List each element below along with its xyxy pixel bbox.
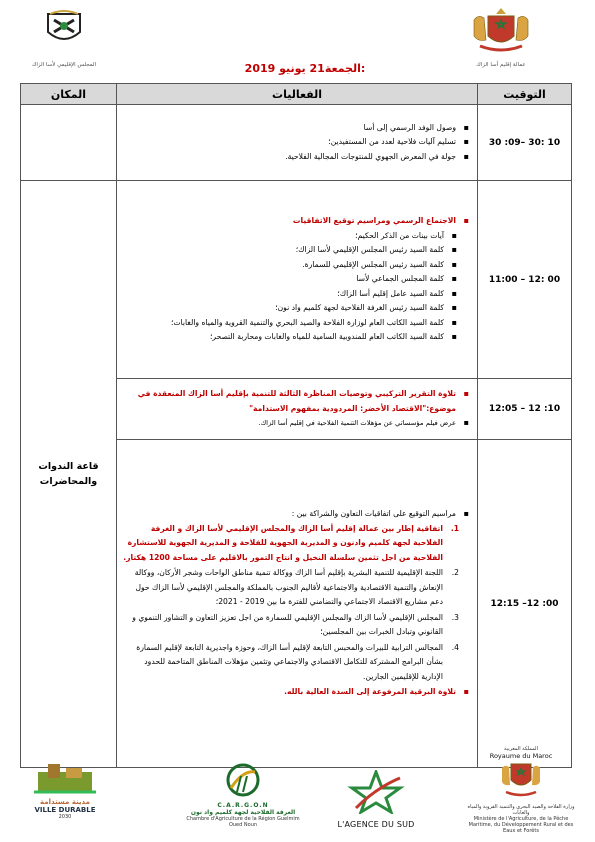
cargon-logo — [180, 762, 306, 828]
ministry-ar-name: وزارة الفلاحة والصيد البحري والتنمية القروية والمياه والغابات — [467, 804, 575, 816]
ministry-ar-top: المملكة المغربية — [504, 746, 538, 752]
row-time: 12:05 – 12 :10 — [478, 379, 572, 440]
section-heading: ▪ الاجتماع الرسمي ومراسيم توقيع الاتفاقيات — [123, 214, 469, 229]
list-item: ▪ كلمة السيد عامل إقليم أسا الزاك؛ — [123, 287, 457, 302]
row-activities — [117, 440, 478, 768]
city-skyline-icon — [30, 760, 100, 794]
agreement-item: 3. المجلس الإقليمي لأسا الزاك والمجلس الإقليمي للسمارة من اجل تعزيز التعاون و التشاور التنموي و القانوني وتبادل الخبرات بين المجلسين؛ — [132, 612, 459, 637]
table-row — [21, 105, 572, 181]
header-activities: الفعاليات — [117, 84, 478, 105]
table-row — [21, 181, 572, 379]
ville-en: VILLE DURABLE — [34, 806, 96, 814]
agence-du-sud-logo — [330, 770, 422, 829]
list-item: ▪ تسليم آليات فلاحية لعدد من المستفيدين؛ — [123, 135, 469, 150]
coat-of-arms-icon — [498, 760, 544, 800]
row-activities — [117, 379, 478, 440]
row-activities — [117, 105, 478, 181]
list-item: ▪ وصول الوفد الرسمي إلى أسا — [123, 121, 469, 136]
list-item: ▪ آيات بينات من الذكر الحكيم؛ — [123, 229, 457, 244]
list-item: ▪ كلمة السيد رئيس المجلس الإقليمي للسمارة. — [123, 258, 457, 273]
event-date: الجمعة21 يونيو 2019: — [244, 62, 366, 75]
program-table — [20, 83, 572, 768]
row-activities — [117, 181, 478, 379]
signing-intro: ▪ مراسيم التوقيع على اتفاقيات التعاون والشراكة بين : — [123, 507, 469, 522]
list-item: ▪ جولة في المعرض الجهوي للمنتوجات المجالية الفلاحية. — [123, 150, 469, 165]
list-item: ▪ كلمة المجلس الجماعي لأسا — [123, 272, 457, 287]
closing-telegram: ▪ تلاوة البرقية المرفوعة إلى السدة العالية بالله. — [123, 685, 469, 700]
report-heading: ▪ تلاوة التقرير التركيبي وتوصيات المناظرة الثالثة للتنمية بإقليم أسا الزاك المنعقدة في موضوع:"الاقتصاد الأخضر: المردودية بمفهوم الاستدامة" — [123, 387, 469, 416]
list-item: ▪ كلمة السيد رئيس الغرفة الفلاحية لجهة كلميم واد نون؛ — [123, 301, 457, 316]
list-item: ▪ كلمة السيد الكاتب العام للمندوبية السامية للمياه والغابات ومحاربة التصحر؛ — [123, 330, 457, 345]
agreement-item: 1. اتفاقية إطار بين عمالة إقليم أسا الزاك والمجلس الإقليمي لأسا الزاك و الغرفة الفلاحية لجهة كلميم وادنون و المديرية الجهوية للفلاحة و المديرية الجهوية للاستشارة الفلاحية من اجل تثمين سلسلة النخيل و انتاج التمور بالاقليم على مساحة 1200 هكتار. — [123, 523, 459, 562]
provincial-council-logo — [20, 10, 108, 68]
ministry-fr-top: Royaume du Maroc — [489, 752, 553, 760]
list-item: ▪ كلمة السيد رئيس المجلس الإقليمي لأسا الزاك؛ — [123, 243, 457, 258]
chamber-logo-icon — [223, 762, 263, 798]
ville-durable-logo — [26, 760, 104, 820]
cargon-ar: الغرفة الفلاحية لجهة كلميم واد نون — [190, 809, 296, 816]
cargon-name: C.A.R.G.O.N — [217, 802, 269, 809]
ville-sub: 2030 — [58, 814, 72, 820]
list-item: ▪ كلمة السيد الكاتب العام لوزارة الفلاحة والصيد البحري والتنمية القروية والمياه والغابات؛ — [123, 316, 457, 331]
moroccan-coat-of-arms-emblem — [466, 6, 536, 68]
row-time: 12:15 –12 :00 — [478, 440, 572, 768]
ville-ar: مدينة مستدامة — [40, 798, 90, 806]
coat-of-arms-icon — [466, 6, 536, 56]
right-logo-caption: عمالة إقليم أسا الزاك — [476, 62, 526, 68]
row-time: 11:00 – 12: 00 — [478, 181, 572, 379]
cargon-fr: Chambre d'Agriculture de la Région Guelmim Oued Noun — [186, 816, 300, 828]
table-header-row — [21, 84, 572, 105]
star-logo-icon — [346, 770, 406, 814]
row-place-empty — [21, 105, 117, 181]
council-emblem-icon — [20, 10, 108, 56]
left-logo-caption: المجلس الإقليمي لأسا الزاك — [31, 62, 97, 68]
header-place: المكان — [21, 84, 117, 105]
ministry-fr-name: Ministère de l'Agriculture, de la Pêche Maritime, du Développement Rural et des Eaux et Forêts — [468, 816, 574, 834]
agreement-item: 4. المجالس الترابية للبيرات والمحبس التابعة لإقليم أسا الزاك، وحوزة واجديرية التابعة لإقليم السمارة بشأن البرامج المشتركة للتكامل الاقتصادي والاجتماعي وتثمين مؤهلات المناطق المتاخمة للحدود الإدارية للإقليمين الجارين. — [136, 642, 459, 681]
agence-name: L'AGENCE DU SUD — [337, 820, 415, 829]
ministry-logo — [463, 746, 579, 834]
agreement-item: 2. اللجنة الإقليمية للتنمية البشرية بإقليم أسا الزاك ووكالة تنمية مناطق الواحات وشجر الأركان، ووكالة الإنعاش والتنمية الاقتصادية والاجتماعية لأقاليم الجنوب بالمملكة والمجلس الإقليمي لأسا الزاك حول دعم مشاريع الاقتصاد الاجتماعي والتضامني للفترة ما بين 2019 - 2021؛ — [134, 568, 459, 607]
venue-cell: قاعة الندوات والمحاضرات — [21, 181, 117, 768]
list-item: ▪ عرض فيلم مؤسساتي عن مؤهلات التنمية الفلاحية في إقليم أسا الزاك. — [123, 416, 469, 431]
header-time: التوقيت — [478, 84, 572, 105]
row-time: 30 :09– 30: 10 — [478, 105, 572, 181]
